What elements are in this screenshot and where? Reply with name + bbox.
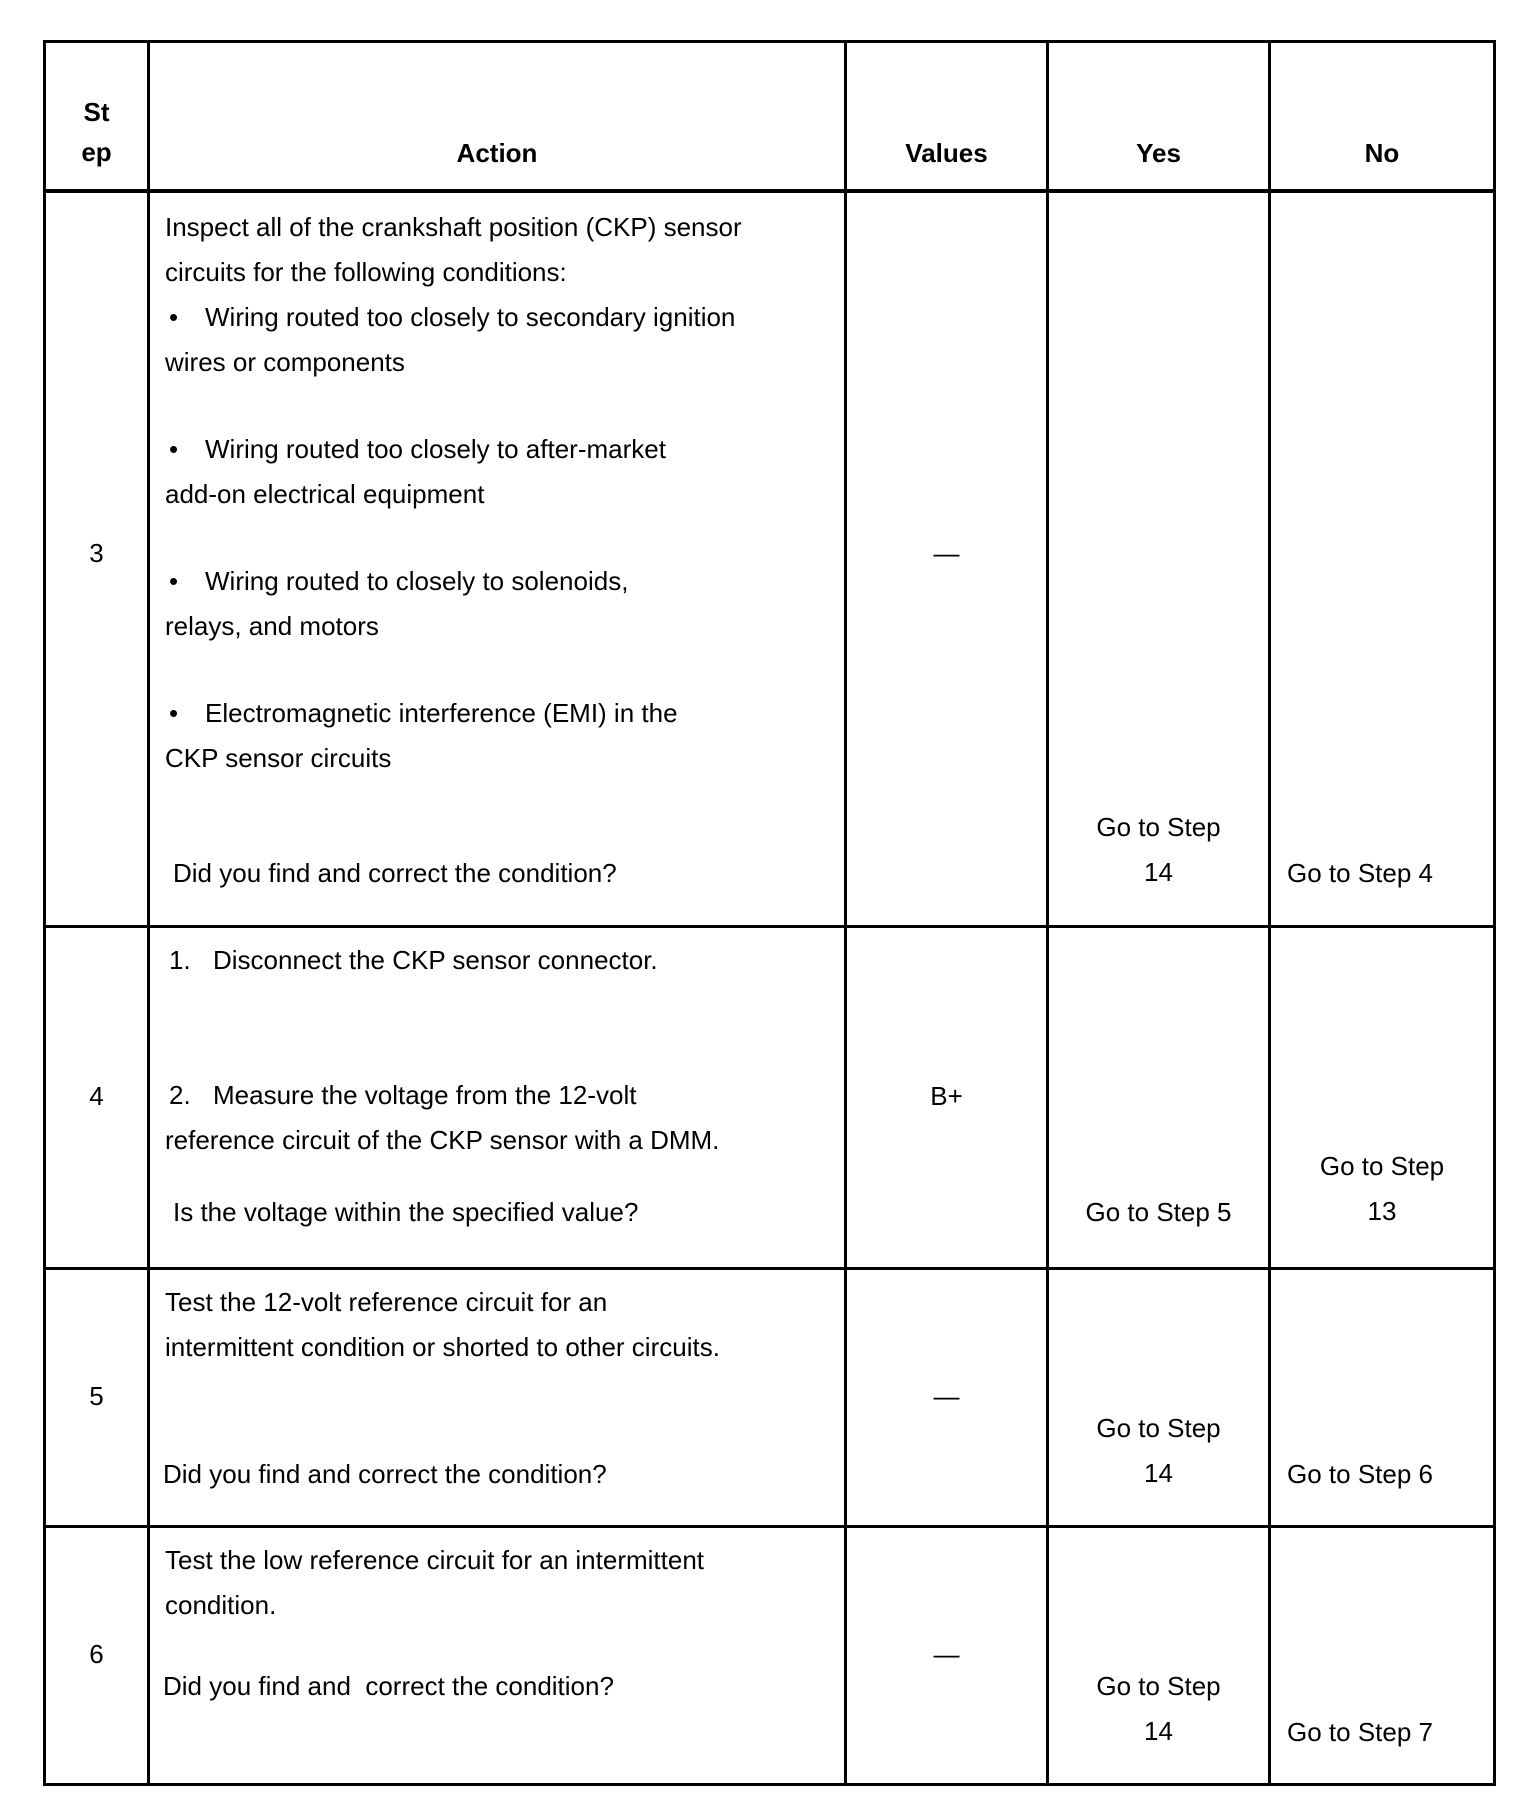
action-intro-line: circuits for the following conditions: <box>165 256 567 287</box>
item-text: Measure the voltage from the 12-volt <box>213 1079 637 1110</box>
header-row <box>45 42 1495 191</box>
header-action <box>149 42 846 191</box>
header-yes-label: Yes <box>1136 137 1181 168</box>
step-number: 5 <box>89 1380 104 1411</box>
value-cell <box>846 1268 1048 1526</box>
yes-goto-line2: 14 <box>1144 1715 1173 1746</box>
action-cell <box>149 191 846 927</box>
table-row-step-3 <box>45 191 1495 927</box>
table-row-step-4 <box>45 926 1495 1268</box>
yes-goto: Go to Step 5 <box>1085 1196 1232 1227</box>
bullet-text: CKP sensor circuits <box>165 742 392 773</box>
action-cell <box>149 926 846 1268</box>
bullet-item <box>165 691 834 781</box>
table-row-step-5 <box>45 1268 1495 1526</box>
diagnostic-table <box>43 40 1496 1786</box>
header-yes <box>1048 42 1270 191</box>
step-cell <box>45 1526 149 1784</box>
header-step-line2: ep <box>81 136 112 167</box>
no-cell <box>1270 191 1495 927</box>
step-cell <box>45 926 149 1268</box>
bullet-item <box>165 559 834 649</box>
step-number: 3 <box>89 537 104 568</box>
action-question: Did you find and correct the condition? <box>163 1670 614 1701</box>
yes-cell <box>1048 926 1270 1268</box>
header-no <box>1270 42 1495 191</box>
no-goto: Go to Step 4 <box>1287 857 1433 888</box>
action-line: condition. <box>165 1589 277 1620</box>
yes-goto-line2: 14 <box>1144 856 1173 887</box>
action-line: Test the low reference circuit for an intermittent <box>165 1544 705 1575</box>
bullet-text: Wiring routed too closely to after-market <box>205 433 666 464</box>
yes-cell <box>1048 1268 1270 1526</box>
no-goto: Go to Step 6 <box>1287 1458 1433 1489</box>
header-action-label: Action <box>456 137 538 168</box>
no-goto-line1: Go to Step <box>1319 1150 1445 1181</box>
item-text: Disconnect the CKP sensor connector. <box>213 944 658 975</box>
value-cell <box>846 191 1048 927</box>
numbered-item <box>165 1073 834 1118</box>
action-question: Did you find and correct the condition? <box>163 1458 607 1489</box>
step-cell <box>45 191 149 927</box>
action-line: intermittent condition or shorted to other circuits. <box>165 1331 720 1362</box>
bullet-icon: • <box>169 433 179 464</box>
bullet-icon: • <box>169 301 179 332</box>
item-number: 1. <box>169 944 191 975</box>
numbered-item <box>165 938 834 983</box>
header-step-line1: St <box>83 96 110 127</box>
value-text: B+ <box>930 1080 963 1111</box>
value-text: — <box>933 1380 960 1411</box>
no-cell <box>1270 1268 1495 1526</box>
no-cell <box>1270 1526 1495 1784</box>
yes-goto-line1: Go to Step <box>1096 1670 1221 1701</box>
no-cell <box>1270 926 1495 1268</box>
bullet-text: Wiring routed too closely to secondary ignition <box>205 301 736 332</box>
header-no-label: No <box>1364 137 1400 168</box>
no-goto-line2: 13 <box>1367 1195 1397 1226</box>
bullet-item <box>165 427 834 517</box>
value-cell <box>846 926 1048 1268</box>
action-cell <box>149 1268 846 1526</box>
header-step <box>45 42 149 191</box>
value-cell <box>846 1526 1048 1784</box>
value-text: — <box>933 537 960 568</box>
header-values <box>846 42 1048 191</box>
item-text: reference circuit of the CKP sensor with a DMM. <box>165 1124 720 1155</box>
yes-cell <box>1048 191 1270 927</box>
yes-goto-line1: Go to Step <box>1096 1412 1221 1443</box>
step-number: 4 <box>89 1080 104 1111</box>
bullet-text: wires or components <box>165 346 405 377</box>
action-question: Did you find and correct the condition? <box>173 857 617 888</box>
bullet-item <box>165 295 834 385</box>
step-number: 6 <box>89 1638 104 1669</box>
action-intro-line: Inspect all of the crankshaft position (CKP) sensor <box>165 211 742 242</box>
yes-cell <box>1048 1526 1270 1784</box>
table-row-step-6 <box>45 1526 1495 1784</box>
no-goto: Go to Step 7 <box>1287 1716 1433 1747</box>
bullet-text: add-on electrical equipment <box>165 478 485 509</box>
value-text: — <box>933 1638 960 1669</box>
bullet-text: relays, and motors <box>165 610 379 641</box>
step-cell <box>45 1268 149 1526</box>
action-question: Is the voltage within the specified value? <box>173 1196 639 1227</box>
yes-goto-line1: Go to Step <box>1096 811 1221 842</box>
bullet-icon: • <box>169 697 179 728</box>
yes-goto-line2: 14 <box>1144 1457 1173 1488</box>
header-values-label: Values <box>905 137 988 168</box>
item-number: 2. <box>169 1079 191 1110</box>
bullet-text: Wiring routed to closely to solenoids, <box>205 565 629 596</box>
bullet-icon: • <box>169 565 179 596</box>
action-cell <box>149 1526 846 1784</box>
bullet-text: Electromagnetic interference (EMI) in the <box>205 697 678 728</box>
action-line: Test the 12-volt reference circuit for an <box>165 1286 608 1317</box>
